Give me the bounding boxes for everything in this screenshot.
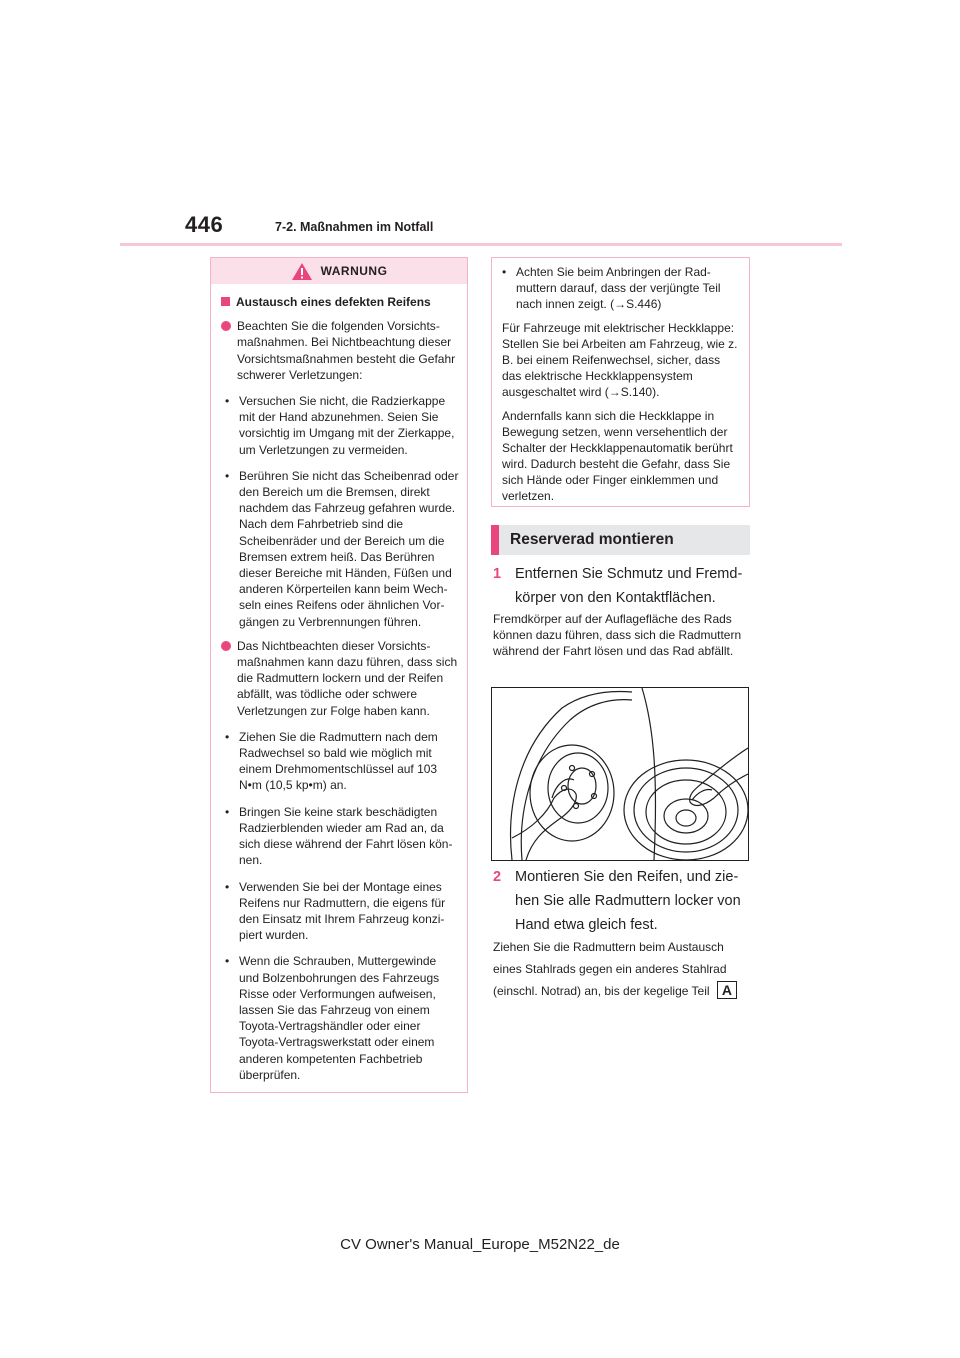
warning-item: • Bringen Sie keine stark beschädigten Radzierblenden wieder am Rad an, da sich diese während der Fahrt lösen können. (221, 804, 459, 869)
wheel-cleaning-illustration (491, 687, 749, 861)
warning-item-text: Versuchen Sie nicht, die Radzierkappe mit der Hand abzunehmen. Seien Sie vorsichtig im Umgang mit der Zierkappe, um Verletzungen zu vermeiden. (239, 394, 455, 457)
caution-item-text: Achten Sie beim Anbringen der Radmuttern darauf, dass der verjüngte Teil nach innen zeigt. (→S.446) (516, 265, 721, 311)
caution-paragraph: Andernfalls kann sich die Heckklappe in Bewegung setzen, wenn versehentlich der Schalter der Heckklappenautomatik berührt wird. Dadurch besteht die Gefahr, dass Sie sich Hände oder Finger einklemmen und verletzen. (502, 409, 733, 503)
circle-bullet-icon (221, 321, 231, 331)
step-1 (493, 562, 755, 610)
step-number: 1 (493, 566, 502, 582)
caution-paragraph: Für Fahrzeuge mit elektrischer Heckklappe: Stellen Sie bei Arbeiten am Fahrzeug, wie z. B. bei einem Reifenwechsel, sicher, dass das elektrische Heckklappensystem ausgeschaltet wird (→S.140). (502, 321, 738, 399)
circle-bullet-icon (221, 641, 231, 651)
warning-item: • Versuchen Sie nicht, die Radzierkappe mit der Hand abzunehmen. Seien Sie vorsichtig im Umgang mit der Zierkappe, um Verletzungen zu vermeiden. (221, 393, 459, 458)
warning-item-text: Das Nichtbeachten dieser Vorsichtsmaßnahmen kann dazu führen, dass sich die Radmuttern lockern und der Reifen abfällt, was tödliche oder schwere Verletzungen zur Folge haben kann. (237, 638, 458, 718)
section-heading (491, 525, 750, 555)
warning-item-text: Beachten Sie die folgenden Vorsichtsmaßnahmen. Bei Nichtbeachtung dieser Vorsichtsmaßnahmen besteht die Gefahr schwerer Verletzungen: (237, 319, 456, 382)
footer: CV Owner's Manual_Europe_M52N22_de (340, 1236, 620, 1253)
page-number: 446 (185, 212, 224, 237)
callout-marker: A (717, 981, 737, 999)
caution-box (491, 257, 750, 507)
header-rule (120, 243, 842, 246)
square-bullet-icon (221, 297, 230, 306)
section-title: 7-2. Maßnahmen im Notfall (275, 220, 434, 234)
warning-item: • Verwenden Sie bei der Montage eines Reifens nur Radmuttern, die eigens für den Einsatz mit Ihrem Fahrzeug konzipiert wurden. (221, 879, 459, 944)
warning-label: WARNUNG (320, 264, 388, 278)
step-1-description: Fremdkörper auf der Auflagefläche des Rads können dazu führen, dass sich die Radmuttern während der Fahrt lösen und das Rad abfällt. (493, 612, 742, 658)
warning-heading (221, 294, 459, 310)
warning-box (210, 257, 468, 1093)
step-text: Entfernen Sie Schmutz und Fremdkörper von den Kontaktflächen. (515, 566, 743, 606)
heading-accent (491, 525, 499, 555)
warning-item (221, 638, 459, 719)
warning-item (221, 318, 459, 383)
warning-header (211, 258, 467, 284)
warning-heading-text: Austausch eines defekten Reifens (236, 295, 431, 309)
warning-item: • Berühren Sie nicht das Scheibenrad oder den Bereich um die Bremsen, direkt nachdem das Fahrzeug gefahren wurde. Nach dem Fahrbetrieb sind die Scheibenräder und der Bereich um die Bremsen extrem heiß. Das Berühren dieser Bereiche mit Händen, Füßen und anderen Körperteilen kann beim Wechseln eines Reifens oder ähnlichen Vorgängen zu Verbrennungen führen. (225, 468, 459, 629)
step-number: 2 (493, 869, 502, 885)
section-heading-text: Reserverad montieren (510, 531, 674, 548)
step-text: Montieren Sie den Reifen, und ziehen Sie alle Radmuttern locker von Hand etwa gleich fest. (515, 869, 741, 933)
warning-icon (291, 262, 313, 281)
step-2 (493, 865, 755, 937)
warning-item: • Wenn die Schrauben, Muttergewinde und Bolzenbohrungen des Fahrzeugs Risse oder Verformungen aufweisen, lassen Sie das Fahrzeug von einem Toyota-Vertragshändler oder einer Toyota-Vertragswerkstatt oder einem anderen kompetenten Fachbetrieb überprüfen. (221, 953, 459, 1083)
step-2-description (493, 936, 751, 1002)
warning-item-text: Berühren Sie nicht das Scheibenrad oder den Bereich um die Bremsen, direkt nachdem das Fahrzeug gefahren wurde. Nach dem Fahrbetrieb sind die Scheibenräder und der Bereich um die Bremsen extrem heiß. Das Berühren dieser Bereiche mit Händen, Füßen und anderen Körperteilen kann beim Wechseln eines Reifens oder ähnlichen Vorgängen zu Verbrennungen führen. (239, 468, 459, 629)
caution-item: • Achten Sie beim Anbringen der Radmuttern darauf, dass der verjüngte Teil nach innen zeigt. (→S.446) (502, 264, 741, 312)
warning-item-text: Verwenden Sie bei der Montage eines Reifens nur Radmuttern, die eigens für den Einsatz mit Ihrem Fahrzeug konzipiert wurden. (239, 879, 446, 943)
warning-item-text: Wenn die Schrauben, Muttergewinde und Bolzenbohrungen des Fahrzeugs Risse oder Verformungen aufweisen, lassen Sie das Fahrzeug von einem Toyota-Vertragshändler oder einer Toyota-Vertragswerkstatt oder einem anderen kompetenten Fachbetrieb überprüfen. (239, 954, 440, 1082)
warning-item-text: Bringen Sie keine stark beschädigten Radzierblenden wieder am Rad an, da sich diese während der Fahrt lösen können. (239, 804, 453, 868)
warning-body (211, 284, 467, 1083)
warning-item-text: Ziehen Sie die Radmuttern nach dem Radwechsel so bald wie möglich mit einem Drehmomentschlüssel auf 103 N•m (10,5 kp•m) an. (239, 729, 438, 793)
warning-item: • Ziehen Sie die Radmuttern nach dem Radwechsel so bald wie möglich mit einem Drehmomentschlüssel auf 103 N•m (10,5 kp•m) an. (221, 729, 459, 794)
step-2-description-text: Ziehen Sie die Radmuttern beim Austausch eines Stahlrads gegen ein anderes Stahlrad (einschl. Notrad) an, bis der kegelige Teil (493, 940, 727, 998)
